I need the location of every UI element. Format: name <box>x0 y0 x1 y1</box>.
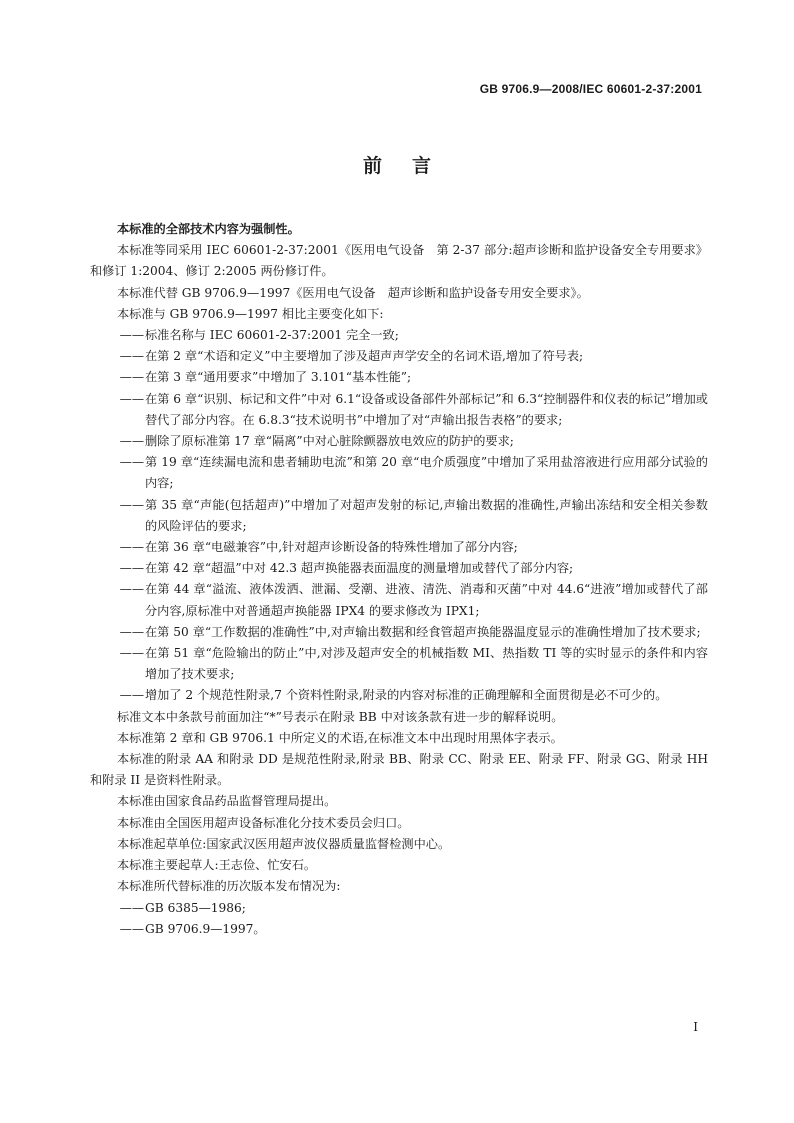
change-item <box>90 579 708 621</box>
committee-note: 本标准由全国医用超声设备标准化分技术委员会归口。 <box>117 815 410 830</box>
changes-intro: 本标准与 GB 9706.9—1997 相比主要变化如下: <box>117 306 384 321</box>
change-item <box>90 495 708 537</box>
dash-mark: —— <box>119 921 144 936</box>
dash-mark: —— <box>119 370 144 385</box>
page-title: 前言 <box>362 155 461 177</box>
change-item <box>90 643 708 685</box>
change-item <box>90 558 708 579</box>
change-item-text: 在第 6 章“识别、标记和文件”中对 6.1“设备或设备部件外部标记”和 6.3“控制器件和仪表的标记”增加或替代了部分内容。在 6.8.3“技术说明书”中增加了对“声输出报告表格”的要求; <box>145 391 708 427</box>
change-item-text: 在第 42 章“超温”中对 42.3 超声换能器表面温度的测量增加或替代了部分内容; <box>145 561 574 576</box>
adoption-paragraph: 本标准等同采用 IEC 60601-2-37:2001《医用电气设备 第 2-37 部分:超声诊断和监护设备安全专用要求》和修订 1:2004、修订 2:2005 两份修订件。 <box>90 243 708 279</box>
terms-note: 本标准第 2 章和 GB 9706.1 中所定义的术语,在标准文本中出现时用黑体字表示。 <box>117 730 563 745</box>
history-item-text: GB 9706.9—1997。 <box>145 921 266 936</box>
change-item <box>90 325 708 346</box>
change-item <box>90 622 708 643</box>
change-item <box>90 537 708 558</box>
change-item <box>90 431 708 452</box>
change-item-text: 在第 44 章“溢流、液体泼洒、泄漏、受潮、进液、清洗、消毒和灭菌”中对 44.6“进液”增加或替代了部分内容,原标准中对普通超声换能器 IPX4 的要求修改为 IPX1; <box>145 582 708 618</box>
asterisk-note: 标准文本中条款号前面加注“*”号表示在附录 BB 中对该条款有进一步的解释说明。 <box>117 709 564 724</box>
change-item <box>90 685 708 706</box>
replacement-paragraph: 本标准代替 GB 9706.9—1997《医用电气设备 超声诊断和监护设备专用安全要求》。 <box>117 285 589 300</box>
proposer-note: 本标准由国家食品药品监督管理局提出。 <box>117 794 337 809</box>
change-item-text: 标准名称与 IEC 60601-2-37:2001 完全一致; <box>145 328 399 343</box>
change-item-text: 在第 3 章“通用要求”中增加了 3.101“基本性能”; <box>145 370 412 385</box>
change-item-text: 在第 50 章“工作数据的准确性”中,对声输出数据和经食管超声换能器温度显示的准确性增加了技术要求; <box>145 624 701 639</box>
drafters-note: 本标准主要起草人:王志俭、忙安石。 <box>117 858 317 873</box>
mandatory-statement: 本标准的全部技术内容为强制性。 <box>117 222 300 236</box>
dash-mark: —— <box>119 434 144 449</box>
change-item-text: 在第 2 章“术语和定义”中主要增加了涉及超声声学安全的名词术语,增加了符号表; <box>145 349 584 364</box>
dash-mark: —— <box>119 646 144 661</box>
dash-mark: —— <box>119 328 144 343</box>
change-item-text: 第 35 章“声能(包括超声)”中增加了对超声发射的标记,声输出数据的准确性,声输出冻结和安全相关参数的风险评估的要求; <box>145 497 708 533</box>
dash-mark: —— <box>119 688 144 703</box>
annex-note: 本标准的附录 AA 和附录 DD 是规范性附录,附录 BB、附录 CC、附录 EE、附录 FF、附录 GG、附录 HH和附录 II 是资料性附录。 <box>90 752 708 788</box>
dash-mark: —— <box>119 624 144 639</box>
change-item <box>90 346 708 367</box>
history-item <box>90 898 708 919</box>
dash-mark: —— <box>119 497 144 512</box>
history-item <box>90 919 708 940</box>
change-item-text: 第 19 章“连续漏电流和患者辅助电流”和第 20 章“电介质强度”中增加了采用盐溶液进行应用部分试验的内容; <box>145 455 708 491</box>
drafting-unit-note: 本标准起草单位:国家武汉医用超声波仪器质量监督检测中心。 <box>117 836 451 851</box>
foreword-body <box>90 219 708 940</box>
change-item <box>90 389 708 431</box>
dash-mark: —— <box>119 561 144 576</box>
dash-mark: —— <box>119 349 144 364</box>
standard-code-header: GB 9706.9—2008/IEC 60601-2-37:2001 <box>479 82 702 96</box>
dash-mark: —— <box>119 900 144 915</box>
change-item-text: 删除了原标准第 17 章“隔离”中对心脏除颤器放电效应的防护的要求; <box>145 434 514 449</box>
change-item-text: 在第 51 章“危险输出的防止”中,对涉及超声安全的机械指数 MI、热指数 TI 等的实时显示的条件和内容增加了技术要求; <box>145 646 708 682</box>
dash-mark: —— <box>119 455 144 470</box>
page-number: I <box>693 1020 698 1034</box>
history-item-text: GB 6385—1986; <box>145 900 246 915</box>
dash-mark: —— <box>119 582 144 597</box>
dash-mark: —— <box>119 540 144 555</box>
dash-mark: —— <box>119 391 144 406</box>
change-item-text: 增加了 2 个规范性附录,7 个资料性附录,附录的内容对标准的正确理解和全面贯彻是必不可少的。 <box>145 688 668 703</box>
change-item <box>90 452 708 494</box>
change-item-text: 在第 36 章“电磁兼容”中,针对超声诊断设备的特殊性增加了部分内容; <box>145 540 518 555</box>
change-item <box>90 367 708 388</box>
history-intro: 本标准所代替标准的历次版本发布情况为: <box>117 879 341 894</box>
